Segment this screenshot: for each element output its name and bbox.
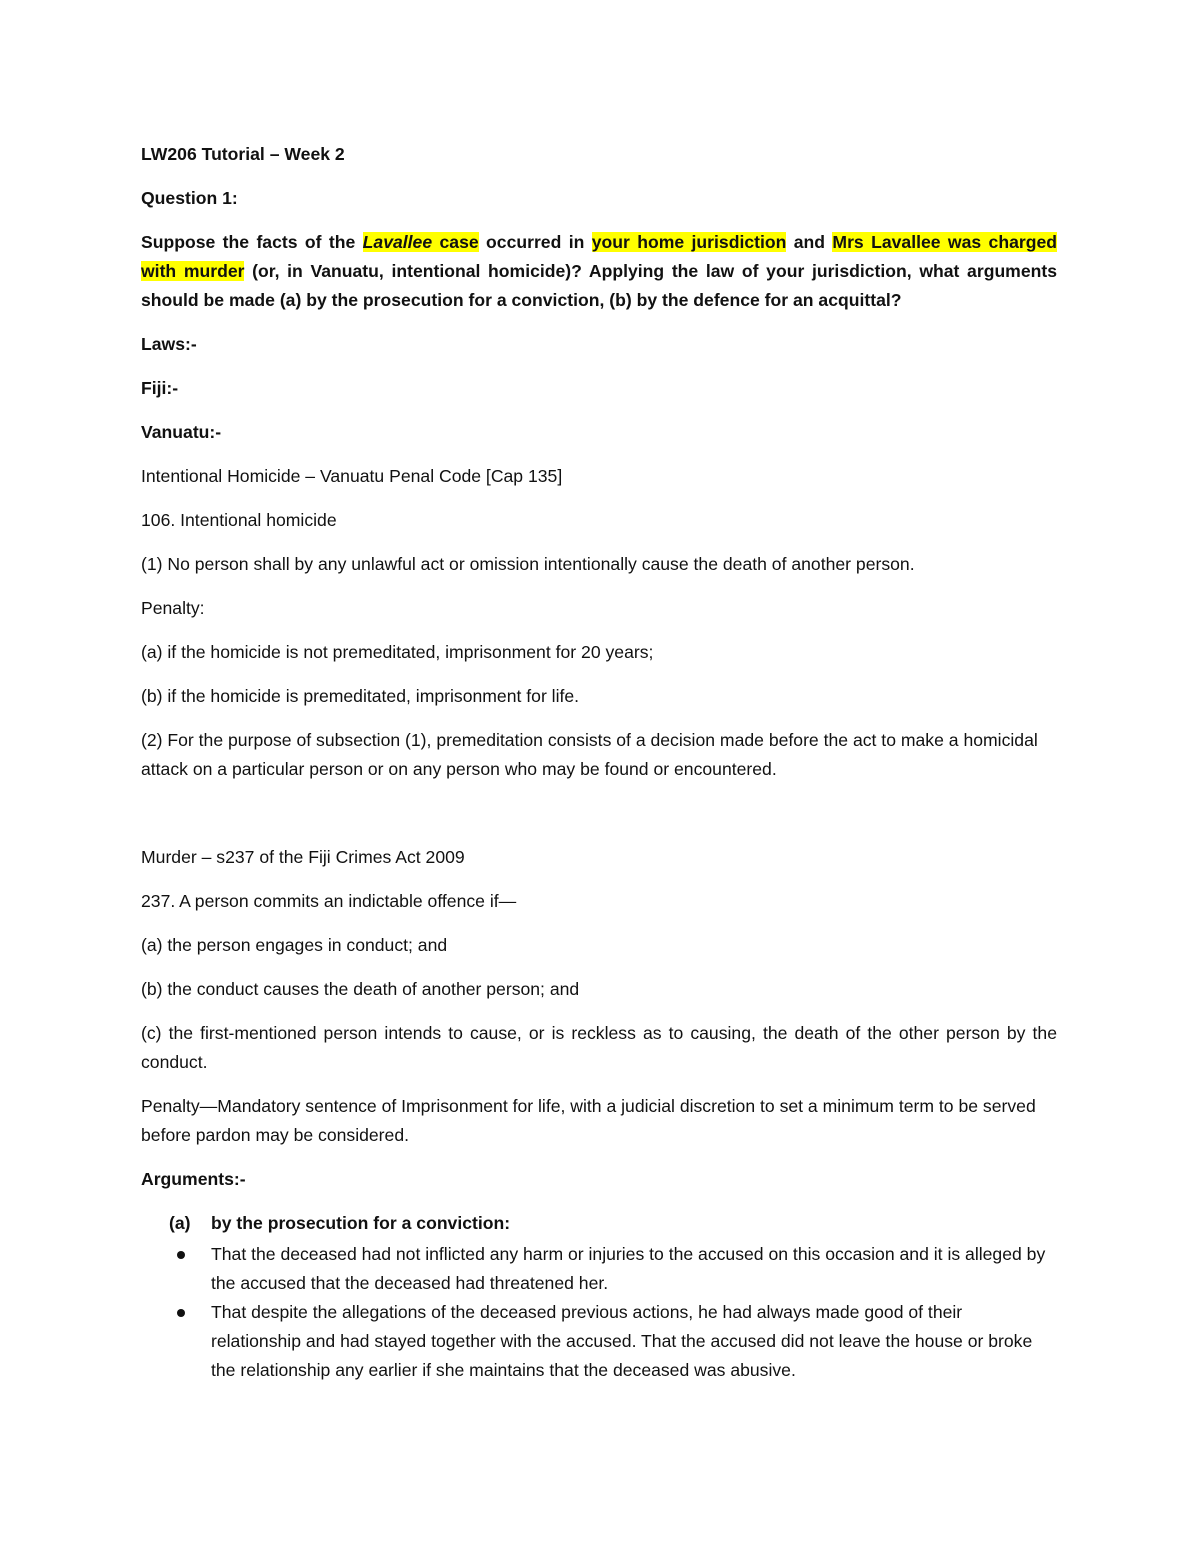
vanuatu-subsection-1: (1) No person shall by any unlawful act or omission intentionally cause the death of another person. [141,554,915,574]
prosecution-subheading [141,1209,1057,1238]
document-page [141,140,1057,1385]
question-text: Suppose the facts of the Lavallee case occurred in your home jurisdiction and Mrs Lavallee was charged with murder (or, in Vanuatu, intentional homicide)? Applying the law of your jurisdiction, what arguments should be made (a) by the prosecution for a conviction, (b) by the defence for an acquittal? [141,232,1058,310]
vanuatu-law-title: Intentional Homicide – Vanuatu Penal Code [Cap 135] [141,466,563,486]
spacer [141,799,1057,843]
vanuatu-subsection-2: (2) For the purpose of subsection (1), premeditation consists of a decision made before the act to make a homicidal attack on a particular person or on any person who may be found or encountered. [141,730,1038,779]
arguments-heading: Arguments:- [141,1169,246,1189]
question-heading: Question 1: [141,188,238,208]
bullet-icon [177,1309,185,1317]
bullet-icon [177,1251,185,1259]
vanuatu-penalty-a: (a) if the homicide is not premeditated, imprisonment for 20 years; [141,642,654,662]
fiji-item-b: (b) the conduct causes the death of another person; and [141,979,580,999]
fiji-penalty: Penalty—Mandatory sentence of Imprisonment for life, with a judicial discretion to set a minimum term to be served before pardon may be considered. [141,1096,1036,1145]
laws-heading: Laws:- [141,334,197,354]
vanuatu-section-title: 106. Intentional homicide [141,510,337,530]
list-item: That despite the allegations of the deceased previous actions, he had always made good of their relationship and had stayed together with the accused. That the accused did not leave the house or broke the relationship any earlier if she maintains that the deceased was abusive. [141,1298,1057,1385]
list-item: That the deceased had not inflicted any harm or injuries to the accused on this occasion and it is alleged by the accused that the deceased had threatened her. [141,1240,1057,1298]
prosecution-bullet-list [141,1240,1057,1385]
vanuatu-penalty-label: Penalty: [141,598,205,618]
fiji-item-c: (c) the first-mentioned person intends to cause, or is reckless as to causing, the death of the other person by the conduct. [141,1023,1057,1072]
highlight-case: Lavallee case [362,232,479,252]
fiji-item-a: (a) the person engages in conduct; and [141,935,448,955]
fiji-heading: Fiji:- [141,378,179,398]
highlight-charged: Mrs Lavallee was charged with murder [141,232,1057,281]
document-title: LW206 Tutorial – Week 2 [141,144,345,164]
vanuatu-penalty-b: (b) if the homicide is premeditated, imprisonment for life. [141,686,580,706]
vanuatu-heading: Vanuatu:- [141,422,222,442]
prosecution-label: (a) [169,1213,191,1233]
highlight-home-jurisdiction: your home jurisdiction [591,232,787,252]
fiji-law-title: Murder – s237 of the Fiji Crimes Act 2009 [141,847,465,867]
prosecution-heading: by the prosecution for a conviction: [211,1213,511,1233]
fiji-section-title: 237. A person commits an indictable offence if— [141,891,517,911]
